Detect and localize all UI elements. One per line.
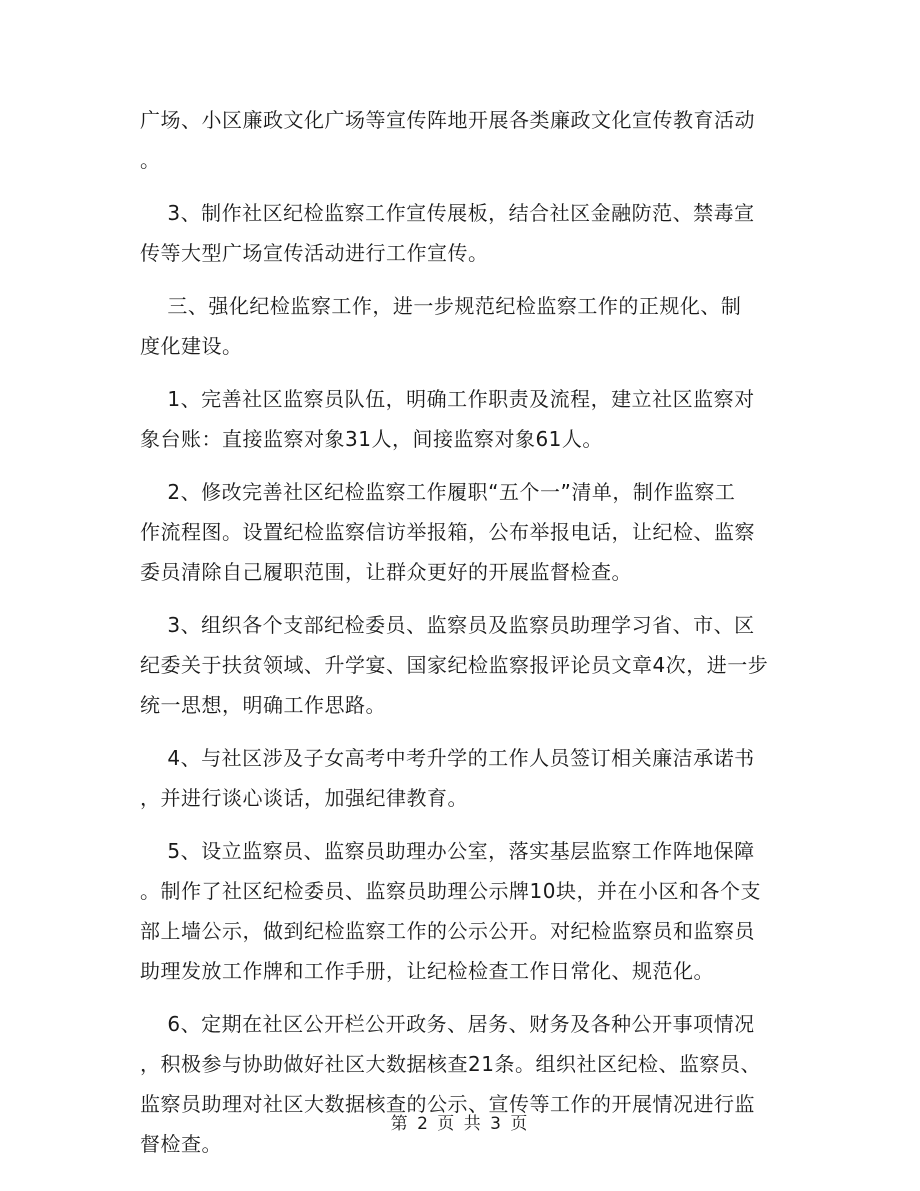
text-line: 助理发放工作牌和工作手册，让纪检检查工作日常化、规范化。	[140, 959, 714, 983]
page-number-footer: 第 2 页 共 3 页	[390, 1114, 530, 1134]
text-line: 传等大型广场宣传活动进行工作宣传。	[140, 241, 489, 265]
text-line: 5、设立监察员、监察员助理办公室，落实基层监察工作阵地保障	[140, 839, 755, 863]
paragraph	[140, 472, 780, 592]
paragraph	[140, 100, 780, 180]
text-line: 。	[140, 148, 161, 172]
text-line: 。制作了社区纪检委员、监察员助理公示牌10块，并在小区和各个支	[140, 879, 761, 903]
document-body	[140, 100, 780, 1164]
text-line: 6、定期在社区公开栏公开政务、居务、财务及各种公开事项情况	[140, 1012, 755, 1036]
text-line: 统一思想，明确工作思路。	[140, 693, 386, 717]
text-line: 3、制作社区纪检监察工作宣传展板，结合社区金融防范、禁毒宣	[140, 201, 755, 225]
text-line: 象台账：直接监察对象31人，间接监察对象61人。	[140, 427, 603, 451]
paragraph	[140, 831, 780, 991]
text-line: 1、完善社区监察员队伍，明确工作职责及流程，建立社区监察对	[140, 387, 755, 411]
text-line: 督检查。	[140, 1132, 222, 1156]
text-line: ，并进行谈心谈话，加强纪律教育。	[140, 786, 468, 810]
text-line: ，积极参与协助做好社区大数据核查21条。组织社区纪检、监察员、	[140, 1052, 761, 1076]
text-line: 部上墙公示，做到纪检监察工作的公示公开。对纪检监察员和监察员	[140, 919, 755, 943]
paragraph	[140, 286, 780, 366]
paragraph	[140, 379, 780, 459]
text-line: 广场、小区廉政文化广场等宣传阵地开展各类廉政文化宣传教育活动	[140, 108, 755, 132]
paragraph	[140, 605, 780, 725]
text-line: 2、修改完善社区纪检监察工作履职“五个一”清单，制作监察工	[140, 480, 736, 504]
text-line: 三、强化纪检监察工作，进一步规范纪检监察工作的正规化、制	[140, 294, 742, 318]
text-line: 度化建设。	[140, 334, 243, 358]
text-line: 3、组织各个支部纪检委员、监察员及监察员助理学习省、市、区	[140, 613, 755, 637]
text-line: 作流程图。设置纪检监察信访举报箱，公布举报电话，让纪检、监察	[140, 520, 755, 544]
text-line: 监察员助理对社区大数据核查的公示、宣传等工作的开展情况进行监	[140, 1092, 755, 1116]
paragraph	[140, 1004, 780, 1164]
paragraph	[140, 193, 780, 273]
text-line: 纪委关于扶贫领域、升学宴、国家纪检监察报评论员文章4次，进一步	[140, 653, 769, 677]
paragraph	[140, 738, 780, 818]
text-line: 4、与社区涉及子女高考中考升学的工作人员签订相关廉洁承诺书	[140, 746, 755, 770]
text-line: 委员清除自己履职范围，让群众更好的开展监督检查。	[140, 560, 632, 584]
